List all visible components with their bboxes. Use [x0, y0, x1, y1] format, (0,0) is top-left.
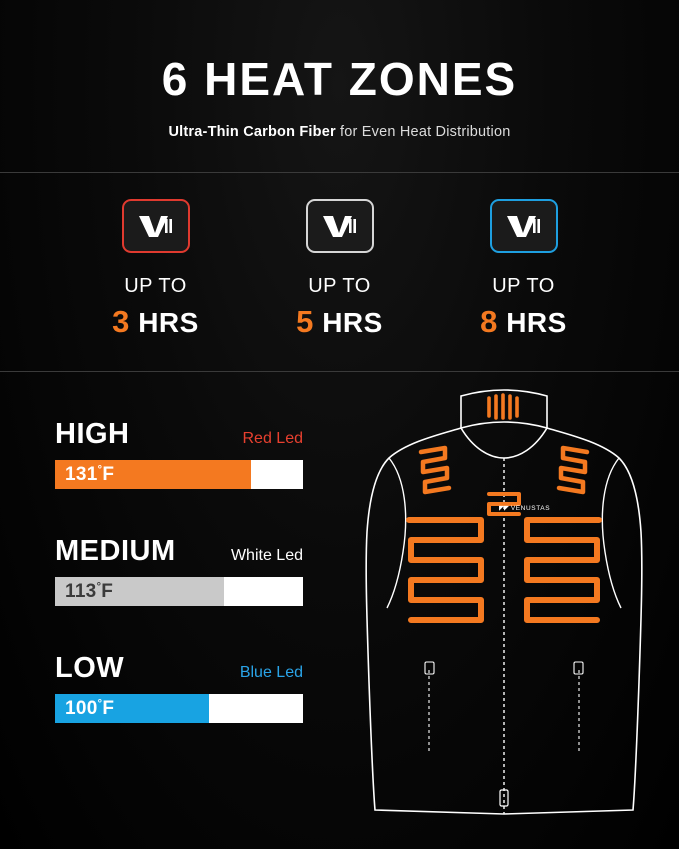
header — [0, 0, 679, 140]
battery-hours-blue — [432, 304, 616, 340]
battery-hours-red — [64, 304, 248, 340]
battery-hours-number: 8 — [480, 304, 498, 339]
battery-hours-unit: HRS — [322, 307, 383, 338]
heat-level-led-label: White Led — [230, 547, 303, 564]
heat-level-temperature — [65, 463, 114, 485]
battery-hours-unit: HRS — [506, 307, 567, 338]
battery-life-row — [0, 173, 679, 371]
vest-left-armhole — [387, 458, 406, 608]
battery-upto-label: UP TO — [492, 275, 555, 297]
temp-unit: F — [102, 463, 115, 485]
battery-hours-number: 5 — [296, 304, 314, 339]
right-shoulder-heating-zone — [559, 448, 587, 492]
degree-symbol: ° — [97, 697, 103, 710]
collar-heating-zone — [489, 395, 517, 418]
battery-option-red — [64, 199, 248, 340]
right-chest-heating-zone — [527, 520, 599, 620]
battery-hours-white — [248, 304, 432, 340]
heat-level-name: LOW — [55, 652, 125, 684]
heat-level-bar — [55, 694, 303, 723]
battery-upto-label: UP TO — [124, 275, 187, 297]
battery-option-white — [248, 199, 432, 340]
left-chest-heating-zone — [409, 520, 481, 620]
vest-illustration — [349, 382, 659, 849]
vest-right-armhole — [602, 458, 621, 608]
temp-value: 113 — [65, 580, 97, 602]
heat-level-low — [55, 652, 305, 723]
brand-label: ◤◤ VENUSTAS — [499, 505, 551, 512]
degree-symbol: ° — [97, 463, 103, 476]
heat-level-high — [55, 418, 305, 489]
heat-level-medium — [55, 535, 305, 606]
temp-value: 131 — [65, 463, 98, 485]
left-shoulder-heating-zone — [421, 448, 449, 492]
degree-symbol: ° — [96, 580, 102, 593]
heat-level-led-label: Red Led — [242, 430, 303, 447]
heat-level-led-label: Blue Led — [239, 664, 303, 681]
heat-level-name: MEDIUM — [55, 535, 176, 567]
heat-level-name: HIGH — [55, 418, 130, 450]
page-subtitle — [0, 124, 679, 140]
page-title: 6 HEAT ZONES — [161, 53, 518, 105]
battery-hours-number: 3 — [112, 304, 130, 339]
heat-level-header — [55, 652, 303, 685]
heat-levels-section — [0, 372, 679, 849]
vest-right-pocket — [574, 662, 583, 752]
battery-upto-label: UP TO — [308, 275, 371, 297]
battery-badge-blue — [490, 199, 558, 253]
heat-level-temperature — [65, 697, 114, 719]
heat-level-header — [55, 418, 303, 451]
temp-unit: F — [101, 580, 114, 602]
temp-unit: F — [102, 697, 115, 719]
heat-level-bar — [55, 460, 303, 489]
venustas-v-logo-icon — [505, 213, 543, 239]
battery-hours-unit: HRS — [138, 307, 199, 338]
venustas-v-logo-icon — [321, 213, 359, 239]
battery-option-blue — [432, 199, 616, 340]
temp-value: 100 — [65, 697, 98, 719]
battery-badge-red — [122, 199, 190, 253]
heat-level-temperature — [65, 580, 113, 602]
venustas-v-logo-icon — [137, 213, 175, 239]
heat-level-list — [55, 418, 305, 769]
subtitle-strong: Ultra-Thin Carbon Fiber — [168, 124, 336, 140]
subtitle-rest: for Even Heat Distribution — [335, 124, 511, 140]
battery-badge-white — [306, 199, 374, 253]
heat-level-bar — [55, 577, 303, 606]
heated-vest-diagram — [349, 382, 659, 849]
vest-left-pocket — [425, 662, 434, 752]
brand-name: VENUSTAS — [510, 505, 551, 512]
vest-zipper-pull — [500, 790, 508, 806]
heat-level-header — [55, 535, 303, 568]
